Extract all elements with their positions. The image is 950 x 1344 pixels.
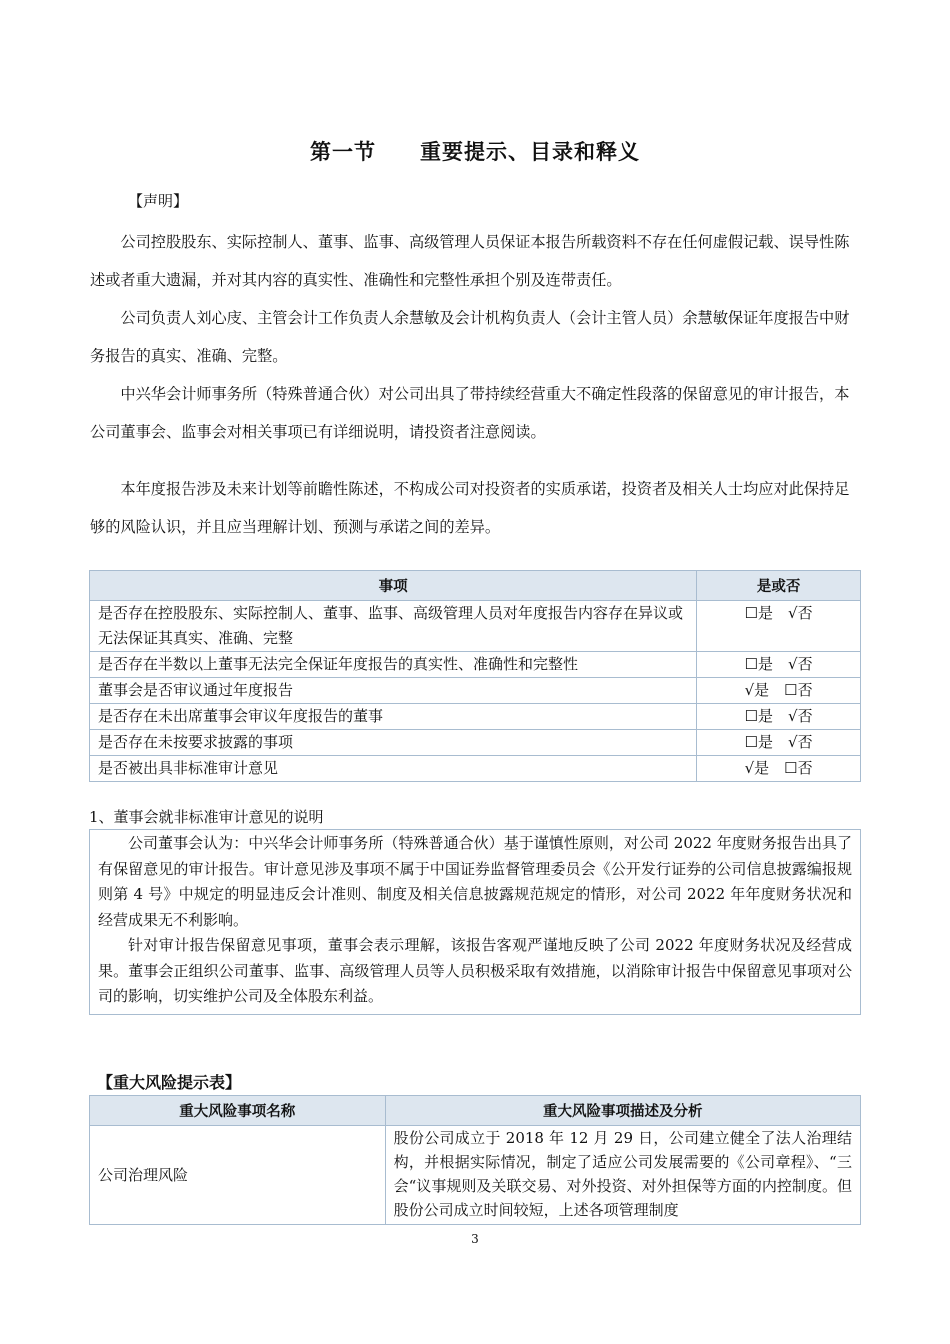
risk-description-text: 股份公司成立于 2018 年 12 月 29 日，公司建立健全了法人治理结构，并根据实际情况，制定了适应公司发展需要的《公司章程》、“三会“议事规则及关联交易、对外投资、对外担保等方面的内控制度。但股份公司成立时间较短，上述各项管理制度 [393,1129,852,1219]
matter-cell: 是否存在控股股东、实际控制人、董事、监事、高级管理人员对年度报告内容存在异议或无法保证其真实、准确、完整 [90,601,697,652]
section-title: 第一节 重要提示、目录和释义 [310,140,640,164]
risk-name-cell: 公司治理风险 [90,1126,386,1225]
table-row [90,756,861,782]
column-header: 重大风险事项名称 [90,1096,386,1126]
paragraph: 中兴华会计师事务所（特殊普通合伙）对公司出具了带持续经营重大不确定性段落的保留意见的审计报告，本公司董事会、监事会对相关事项已有详细说明，请投资者注意阅读。 [90,385,850,441]
answer-cell: ☐是 √否 [697,704,861,730]
answer-cell: ☐是 √否 [697,601,861,652]
forward-looking-paragraph [90,470,860,546]
table-row [90,601,861,652]
table-header-row [90,571,861,601]
answer-cell: √是 ☐否 [697,678,861,704]
paragraph: 针对审计报告保留意见事项，董事会表示理解，该报告客观严谨地反映了公司 2022 年度财务状况及经营成果。董事会正组织公司董事、监事、高级管理人员等人员积极采取有效措施，以消除审计报告中保留意见事项对公司的影响，切实维护公司及全体股东利益。 [98,936,852,1005]
table-row [90,678,861,704]
answer-cell: ☐是 √否 [697,652,861,678]
paragraph: 公司董事会认为：中兴华会计师事务所（特殊普通合伙）基于谨慎性原则，对公司 2022 年度财务报告出具了有保留意见的审计报告。审计意见涉及事项不属于中国证券监督管理委员会《公开发行证券的公司信息披露编报规则第 4 号》中规定的明显违反会计准则、制度及相关信息披露规范规定的情形，对公司 2022 年年度财务状况和经营成果无不利影响。 [98,834,852,929]
matter-cell: 是否存在未出席董事会审议年度报告的董事 [90,704,697,730]
paragraph: 公司控股股东、实际控制人、董事、监事、高级管理人员保证本报告所载资料不存在任何虚假记载、误导性陈述或者重大遗漏，并对其内容的真实性、准确性和完整性承担个别及连带责任。 [90,233,850,289]
answer-cell: ☐是 √否 [697,730,861,756]
column-header: 是或否 [697,571,861,601]
matter-cell: 是否存在未按要求披露的事项 [90,730,697,756]
matters-table [89,570,861,782]
table-row [90,704,861,730]
column-header: 重大风险事项描述及分析 [385,1096,860,1126]
column-header: 事项 [90,571,697,601]
matter-cell: 是否被出具非标准审计意见 [90,756,697,782]
page-number: 3 [471,1232,479,1246]
risk-table [89,1095,861,1225]
board-note-heading: 1、董事会就非标准审计意见的说明 [89,808,324,826]
matter-cell: 董事会是否审议通过年度报告 [90,678,697,704]
table-row [90,730,861,756]
answer-cell: √是 ☐否 [697,756,861,782]
risk-description-cell [385,1126,860,1225]
risk-table-heading: 【重大风险提示表】 [97,1073,242,1092]
statement-label: 【声明】 [128,192,189,210]
board-note-box [89,829,861,1015]
paragraph: 本年度报告涉及未来计划等前瞻性陈述，不构成公司对投资者的实质承诺，投资者及相关人士均应对此保持足够的风险认识，并且应当理解计划、预测与承诺之间的差异。 [90,480,850,536]
table-row [90,652,861,678]
paragraph: 公司负责人刘心庋、主管会计工作负责人余慧敏及会计机构负责人（会计主管人员）余慧敏保证年度报告中财务报告的真实、准确、完整。 [90,309,850,365]
table-header-row [90,1096,861,1126]
table-row [90,1126,861,1225]
matter-cell: 是否存在半数以上董事无法完全保证年度报告的真实性、准确性和完整性 [90,652,697,678]
statement-paragraphs [90,223,860,451]
